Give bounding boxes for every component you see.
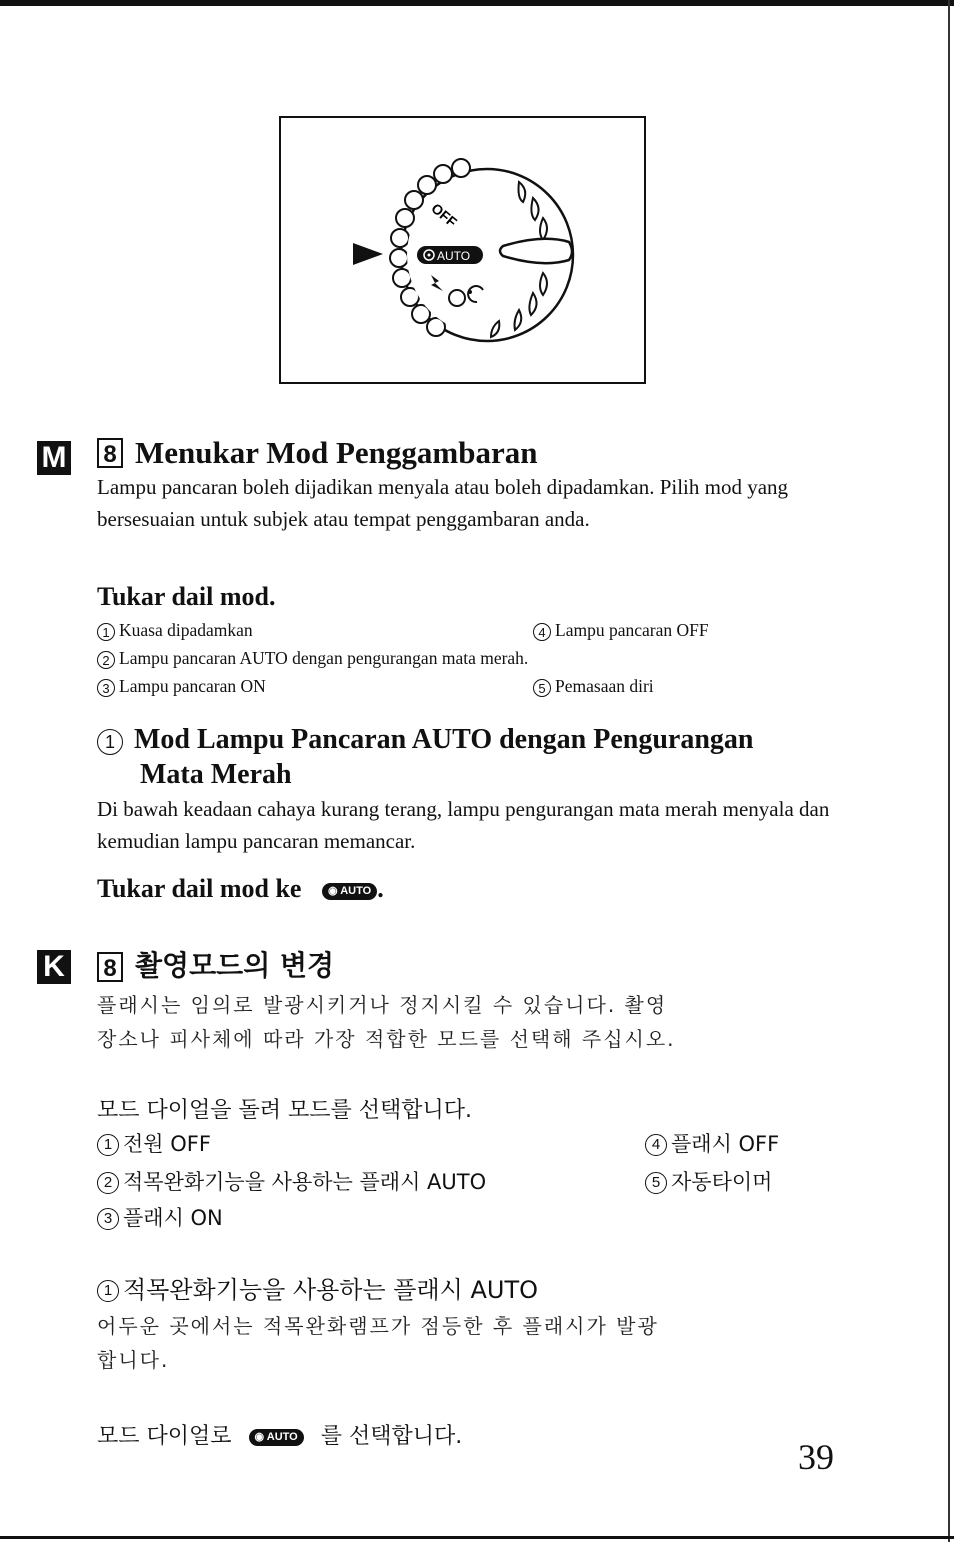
auto-mode-icon: ◉ AUTO — [249, 1429, 304, 1446]
option-text: 플래시 OFF — [671, 1132, 780, 1156]
korean-option-5 — [645, 1166, 772, 1196]
malay-option-2 — [97, 648, 528, 669]
korean-subsection-heading — [97, 1270, 538, 1305]
dial-auto-label: AUTO — [437, 249, 471, 263]
subsection-number: 1 — [97, 729, 123, 755]
malay-subsection-instruction — [97, 874, 384, 904]
korean-section-title: 촬영모드의 변경 — [135, 949, 335, 982]
malay-section-title: Menukar Mod Penggambaran — [135, 434, 538, 470]
body-line-1: 어두운 곳에서는 적목완화램프가 점등한 후 플래시가 발광 — [97, 1314, 659, 1338]
body-line-2: 합니다. — [97, 1348, 170, 1372]
malay-option-1 — [97, 620, 253, 641]
malay-option-3 — [97, 676, 266, 697]
korean-subsection-instruction — [97, 1419, 462, 1450]
option-number: 1 — [97, 623, 115, 641]
option-text: Pemasaan diri — [555, 676, 654, 696]
section-number-box: 8 — [97, 952, 123, 982]
korean-option-3 — [97, 1202, 223, 1232]
korean-option-2 — [97, 1166, 486, 1196]
instruction-end: . — [377, 874, 384, 903]
option-number: 5 — [533, 679, 551, 697]
subsection-title: 적목완화기능을 사용하는 플래시 AUTO — [123, 1276, 538, 1304]
subsection-number: 1 — [97, 1280, 119, 1302]
korean-option-4 — [645, 1128, 779, 1158]
option-number: 1 — [97, 1134, 119, 1156]
language-badge-malay: M — [37, 441, 71, 475]
bottom-border — [0, 1536, 954, 1539]
top-border — [0, 0, 954, 6]
instruction-text-post: 를 선택합니다. — [320, 1424, 463, 1449]
dial-off-label: OFF — [428, 199, 461, 231]
malay-option-5 — [533, 676, 654, 697]
mode-dial-drawing — [281, 118, 644, 382]
right-border — [948, 0, 950, 1542]
malay-option-4 — [533, 620, 709, 641]
option-number: 4 — [645, 1134, 667, 1156]
option-number: 3 — [97, 679, 115, 697]
option-text: Kuasa dipadamkan — [119, 620, 253, 640]
option-number: 2 — [97, 1172, 119, 1194]
language-badge-korean: K — [37, 950, 71, 984]
page-number: 39 — [798, 1437, 834, 1477]
malay-intro-paragraph: Lampu pancaran boleh dijadikan menyala atau boleh dipadamkan. Pilih mod yang bersesuaian untuk subjek atau tempat penggambaran anda. — [97, 475, 789, 531]
option-number: 4 — [533, 623, 551, 641]
intro-line-1: 플래시는 임의로 발광시키거나 정지시킬 수 있습니다. 촬영 — [97, 993, 668, 1017]
option-text: 적목완화기능을 사용하는 플래시 AUTO — [123, 1170, 487, 1194]
malay-section-heading — [97, 432, 537, 471]
korean-intro-paragraph — [97, 988, 857, 1056]
option-text: Lampu pancaran OFF — [555, 620, 709, 640]
option-text: Lampu pancaran AUTO dengan pengurangan mata merah. — [119, 648, 529, 668]
instruction-text-pre: 모드 다이얼로 — [97, 1424, 232, 1449]
pointer-arrow-icon — [353, 243, 383, 265]
section-number-box: 8 — [97, 438, 123, 468]
korean-subsection-body — [97, 1309, 857, 1377]
korean-option-1 — [97, 1128, 211, 1158]
option-number: 3 — [97, 1208, 119, 1230]
instruction-text: Tukar dail mod ke — [97, 874, 302, 903]
option-text: 전원 OFF — [123, 1132, 211, 1156]
korean-section-heading — [97, 944, 334, 984]
malay-instruction: Tukar dail mod. — [97, 582, 276, 611]
malay-subsection-body: Di bawah keadaan cahaya kurang terang, lampu pengurangan mata merah menyala dan kemudian lampu pancaran memancar. — [97, 797, 830, 853]
malay-subsection-heading — [97, 722, 877, 792]
korean-instruction: 모드 다이얼을 돌려 모드를 선택합니다. — [97, 1098, 472, 1123]
intro-line-2: 장소나 피사체에 따라 가장 적합한 모드를 선택해 주십시오. — [97, 1027, 676, 1051]
option-text: Lampu pancaran ON — [119, 676, 266, 696]
option-number: 5 — [645, 1172, 667, 1194]
mode-dial-figure — [279, 116, 646, 384]
subsection-title-line1: Mod Lampu Pancaran AUTO dengan Pengurangan — [134, 724, 754, 755]
option-text: 자동타이머 — [671, 1170, 773, 1194]
subsection-title-line2: Mata Merah — [140, 759, 292, 790]
auto-mode-icon: ◉ AUTO — [322, 883, 377, 900]
option-number: 2 — [97, 651, 115, 669]
option-text: 플래시 ON — [123, 1206, 223, 1230]
